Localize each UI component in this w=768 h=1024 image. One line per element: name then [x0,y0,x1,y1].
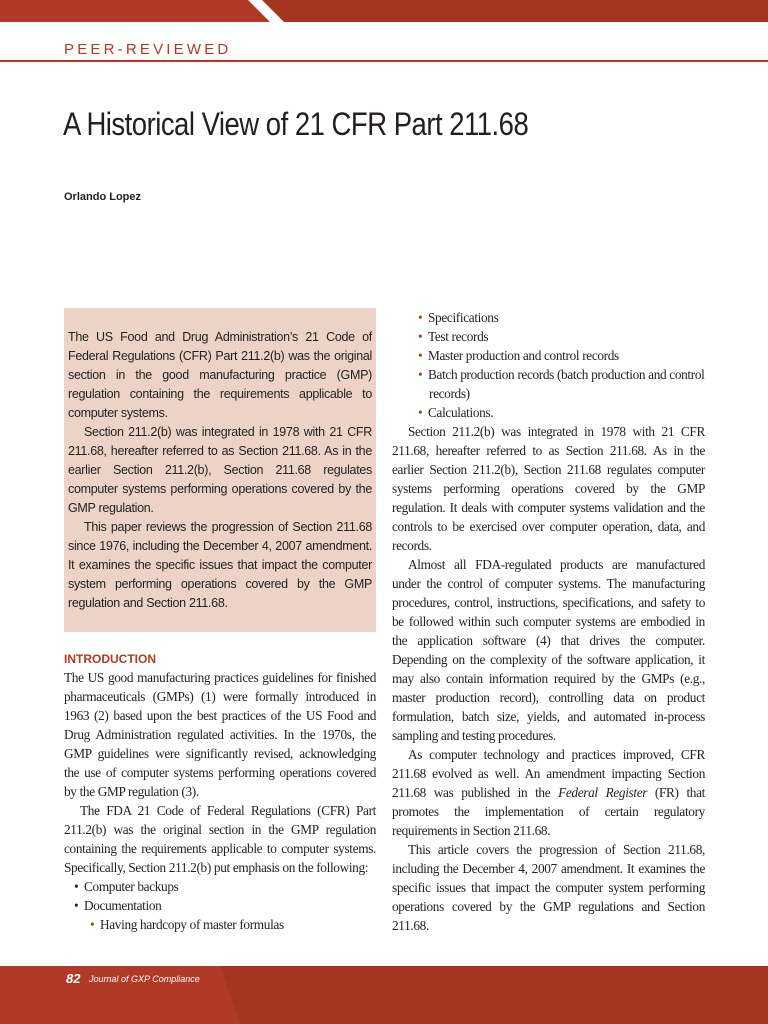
abstract-paragraph-3: This paper reviews the progression of Section 211.68 since 1976, including the December 4, 2007 amendment. It examines the specific issues that impact the computer system performing operations covered by the GMP regulation and Section 211.68. [68,520,372,610]
bullet-icon: • [74,898,79,913]
header-rule [0,60,768,62]
list-item: • Calculations. [418,405,494,420]
bullet-icon: • [418,310,423,325]
list-item: • Specifications [418,310,499,325]
introduction-heading: INTRODUCTION [64,652,156,666]
bullet-icon: • [418,405,423,420]
abstract-paragraph-2: Section 211.2(b) was integrated in 1978 with 21 CFR 211.68, hereafter referred to as Section 211.68. As in the earlier Section 211.2(b), Section 211.68 regulates computer systems performing operations covered by the GMP regulation. [68,425,372,515]
body-paragraph-4: This article covers the progression of Section 211.68, including the December 4, 2007 amendment. It examines the specific issues that impact the computer system performing operations covered by the GMP regulations and Section 211.68. [392,842,705,933]
author-name: Orlando Lopez [64,191,141,203]
top-decorative-band [0,0,768,22]
body-paragraph-2: Almost all FDA-regulated products are manufactured under the control of computer systems. The manufacturing procedures, control, instructions, specifications, and safety to be followed within such computer systems are embodied in the application software (4) that drives the computer. Depending on the complexity of the software application, it may also contain information required by the GMPs (e.g., master production record), controlling data on product formulation, batch size, yields, and automated in-process sampling and testing procedures. [392,557,705,743]
bullet-icon: • [418,329,423,344]
federal-register-citation: Federal Register [558,785,648,800]
right-column [392,308,705,935]
left-column [64,650,376,934]
body-paragraph-3: As computer technology and practices improved, CFR 211.68 evolved as well. An amendment impacting Section 211.68 was published in the Federal Register (FR) that promotes the implementation of certain regulatory requirements in Section 211.68. [392,747,705,838]
bullet-icon: • [418,367,423,382]
bullet-icon: • [418,348,423,363]
intro-paragraph-2: The FDA 21 Code of Federal Regulations (CFR) Part 211.2(b) was the original section in the GMP regulation containing the requirements applicable to computer systems. Specifically, Section 211.2(b) put emphasis on the following: [64,803,376,875]
records-bullet-list [392,308,705,422]
list-item: • Documentation [74,898,162,913]
list-item: • Batch production records (batch production and control records) [418,367,705,401]
list-item: • Test records [418,329,489,344]
intro-paragraph-1: The US good manufacturing practices guidelines for finished pharmaceuticals (GMPs) (1) were formally introduced in 1963 (2) based upon the best practices of the US Food and Drug Administration regulated activities. In the 1970s, the GMP guidelines were significantly revised, acknowledging the use of computer systems performing operations covered by the GMP regulation (3). [64,670,376,799]
page-number: 82 [66,971,81,986]
abstract-box [64,308,376,632]
bullet-icon: • [74,879,79,894]
intro-bullet-list [64,877,376,934]
list-item: • Computer backups [74,879,179,894]
list-item: • Master production and control records [418,348,619,363]
article-title: A Historical View of 21 CFR Part 211.68 [63,106,529,142]
sub-list-item: • Having hardcopy of master formulas [90,917,284,932]
body-paragraph-1: Section 211.2(b) was integrated in 1978 with 21 CFR 211.68, hereafter referred to as Section 211.68. As in the earlier Section 211.2(b), Section 211.68 regulates computer systems performing operations covered by the GMP regulation. It deals with computer systems validation and the controls to be exercised over computer operation, data, and records. [392,424,705,553]
section-label: PEER-REVIEWED [64,41,232,58]
abstract-paragraph-1: The US Food and Drug Administration’s 21 Code of Federal Regulations (CFR) Part 211.2(b) was the original section in the good manufacturing practice (GMP) regulation containing the requirements applicable to computer systems. [68,330,372,420]
bullet-icon: • [90,917,95,932]
journal-name: Journal of GXP Compliance [89,974,200,984]
